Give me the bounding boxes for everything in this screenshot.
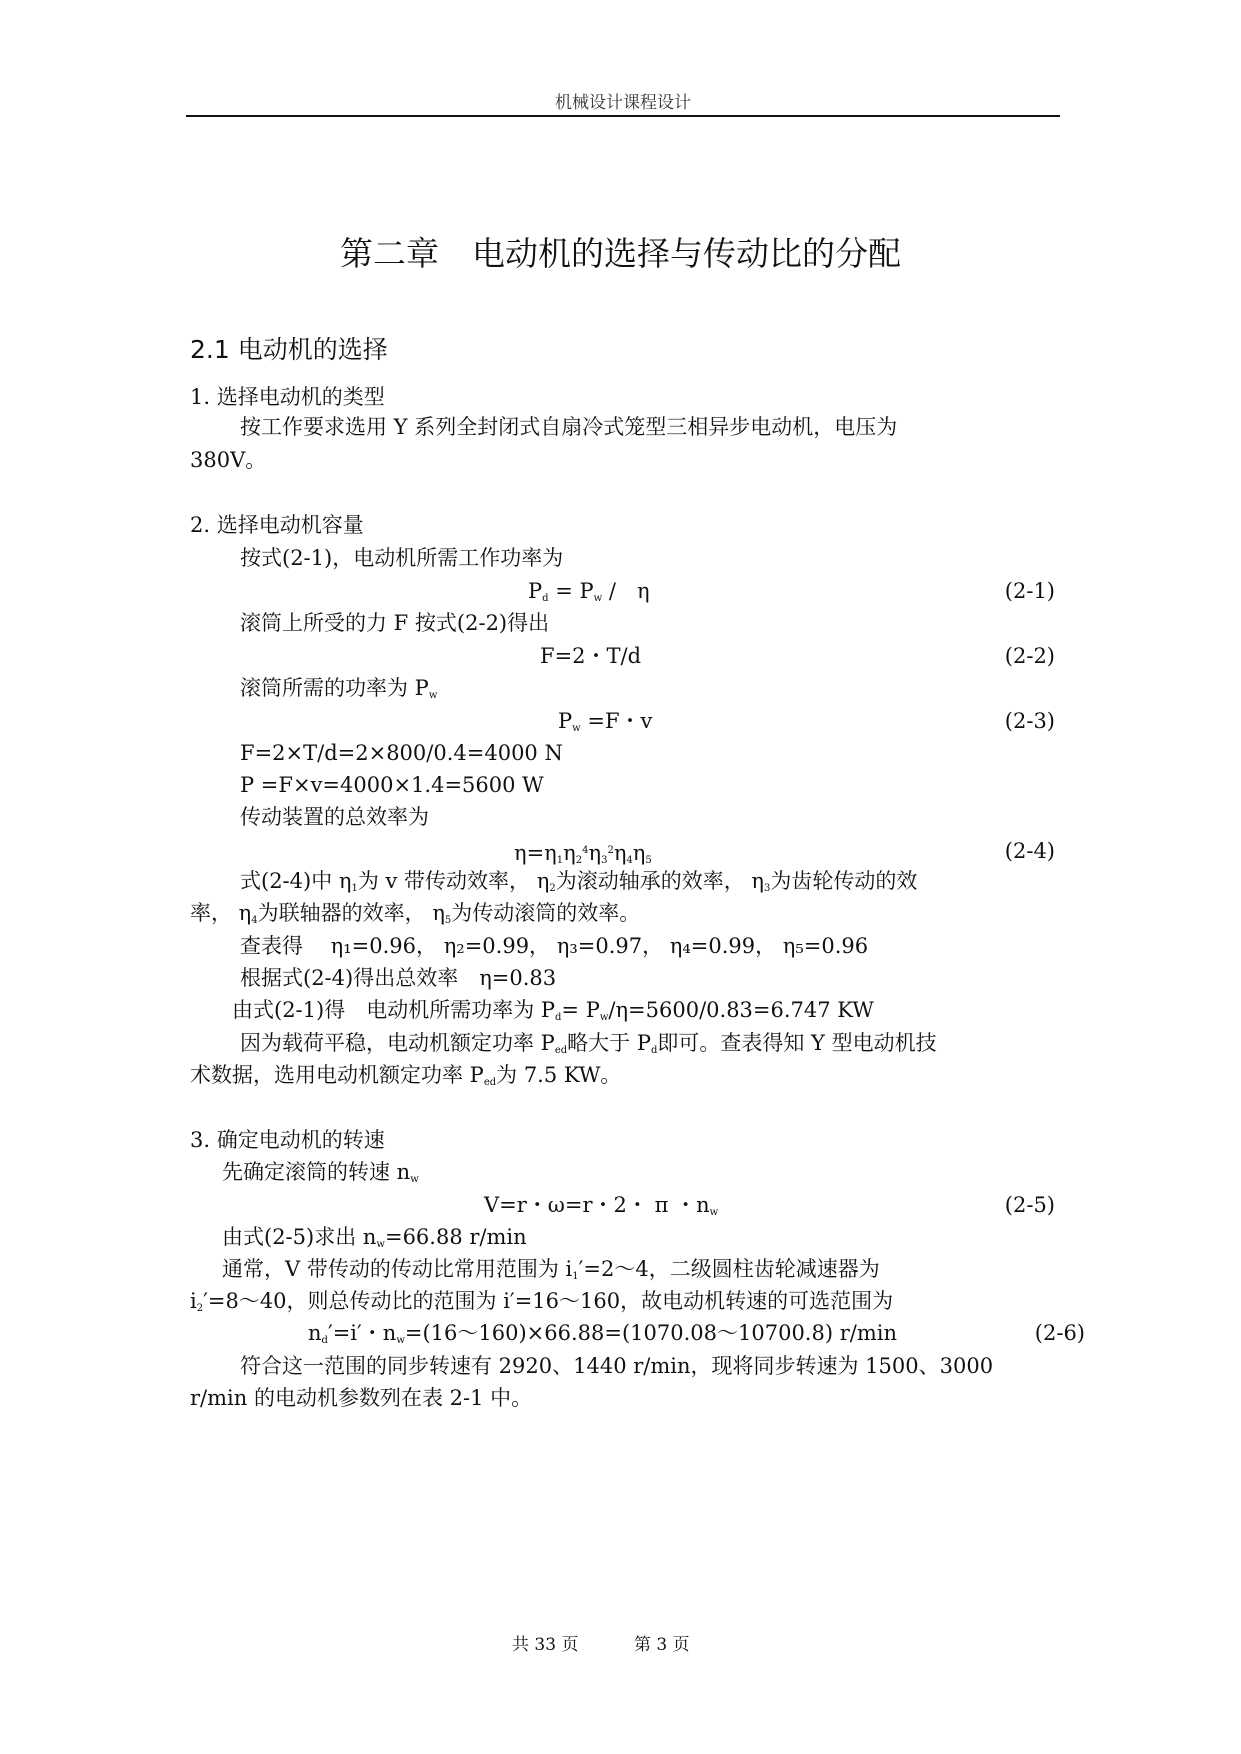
equation-2-6: $n_d'=i'$・$n_w=(16\sim 160)\times 66.88=(1070.08\sim 10700.8)$ r/min <box>308 1321 897 1346</box>
s2-line1: 按式(2-1)，电动机所需工作功率为 <box>240 546 564 570</box>
footer-total-pages: 共 33 页 <box>512 1635 579 1655</box>
s2-line2: 滚筒上所受的力 F 按式(2-2)得出 <box>240 611 550 635</box>
s3-line6: r/min 的电动机参数列在表 2-1 中。 <box>190 1386 533 1410</box>
footer-current-page: 第 3 页 <box>634 1635 690 1655</box>
equation-2-3: $P_w =F$・v <box>558 709 653 734</box>
equation-number-2-6: (2-6) <box>1034 1321 1085 1345</box>
s2-line4: F=2×T/d=2×800/0.4=4000 N <box>240 741 563 765</box>
equation-2-1: $P_d = P_w$ / η <box>528 579 650 604</box>
s2-line6: 传动装置的总效率为 <box>240 805 429 829</box>
equation-2-2: F=2・T/d <box>540 644 642 668</box>
page-header: 机械设计课程设计 <box>555 93 691 113</box>
s3-line4: $i_2'=8\sim 40$，则总传动比的范围为 i′=16～160，故电动机转速的可选范围为 <box>190 1289 894 1314</box>
s2-para11-line1: 因为载荷平稳，电动机额定功率 $P_{ed}$略大于 $P_d$即可。查表得知 Y 型电动机技 <box>240 1031 937 1056</box>
header-rule <box>186 115 1060 117</box>
s2-line9: 根据式(2-4)得出总效率 η=0.83 <box>240 966 557 990</box>
s1-para-line1: 按工作要求选用 Y 系列全封闭式自扇冷式笼型三相异步电动机，电压为 <box>240 415 898 439</box>
s2-line10: 由式(2-1)得 电动机所需功率为 $P_d= P_w/\eta=5600/0.83=6.747$ KW <box>232 998 874 1023</box>
section-title: 2.1 电动机的选择 <box>190 335 388 364</box>
s1-heading: 1. 选择电动机的类型 <box>190 385 385 409</box>
s1-para-line2: 380V。 <box>190 448 267 472</box>
s2-line5: P =F×v=4000×1.4=5600 W <box>240 773 544 797</box>
s3-line5: 符合这一范围的同步转速有 2920、1440 r/min，现将同步转速为 1500、3000 <box>240 1354 994 1378</box>
s2-para7-line2: 率， $\eta_4$为联轴器的效率， $\eta_5$为传动滚筒的效率。 <box>190 901 641 926</box>
equation-2-5: V=r・ω=r・2・ π ・$n_w$ <box>484 1193 719 1218</box>
equation-number-2-5: (2-5) <box>1004 1193 1055 1217</box>
s3-line1: 先确定滚筒的转速 $n_w$ <box>222 1160 419 1185</box>
equation-number-2-1: (2-1) <box>1004 579 1055 603</box>
equation-number-2-2: (2-2) <box>1004 644 1055 668</box>
s3-line2: 由式(2-5)求出 $n_w=66.88$ r/min <box>222 1225 527 1250</box>
chapter-title: 第二章 电动机的选择与传动比的分配 <box>340 234 901 273</box>
s2-line8: 查表得 η₁=0.96， η₂=0.99， η₃=0.97， η₄=0.99， η₅=0.96 <box>240 934 869 958</box>
s2-para7-line1: 式(2-4)中 $\eta_1$为 v 带传动效率， $\eta_2$为滚动轴承的效率， $\eta_3$为齿轮传动的效 <box>240 869 918 894</box>
equation-number-2-4: (2-4) <box>1004 839 1055 863</box>
equation-2-4: $\eta=\eta_1\eta_2^4\eta_3^2\eta_4\eta_5$ <box>514 841 652 866</box>
equation-number-2-3: (2-3) <box>1004 709 1055 733</box>
s2-line3: 滚筒所需的功率为 $P_w$ <box>240 676 438 701</box>
s2-heading: 2. 选择电动机容量 <box>190 513 364 537</box>
s2-para11-line2: 术数据，选用电动机额定功率 $P_{ed}$为 7.5 KW。 <box>190 1063 622 1088</box>
s3-line3: 通常，V 带传动的传动比常用范围为 $i_1'=2\sim 4$，二级圆柱齿轮减速器为 <box>222 1257 880 1282</box>
s3-heading: 3. 确定电动机的转速 <box>190 1128 385 1152</box>
